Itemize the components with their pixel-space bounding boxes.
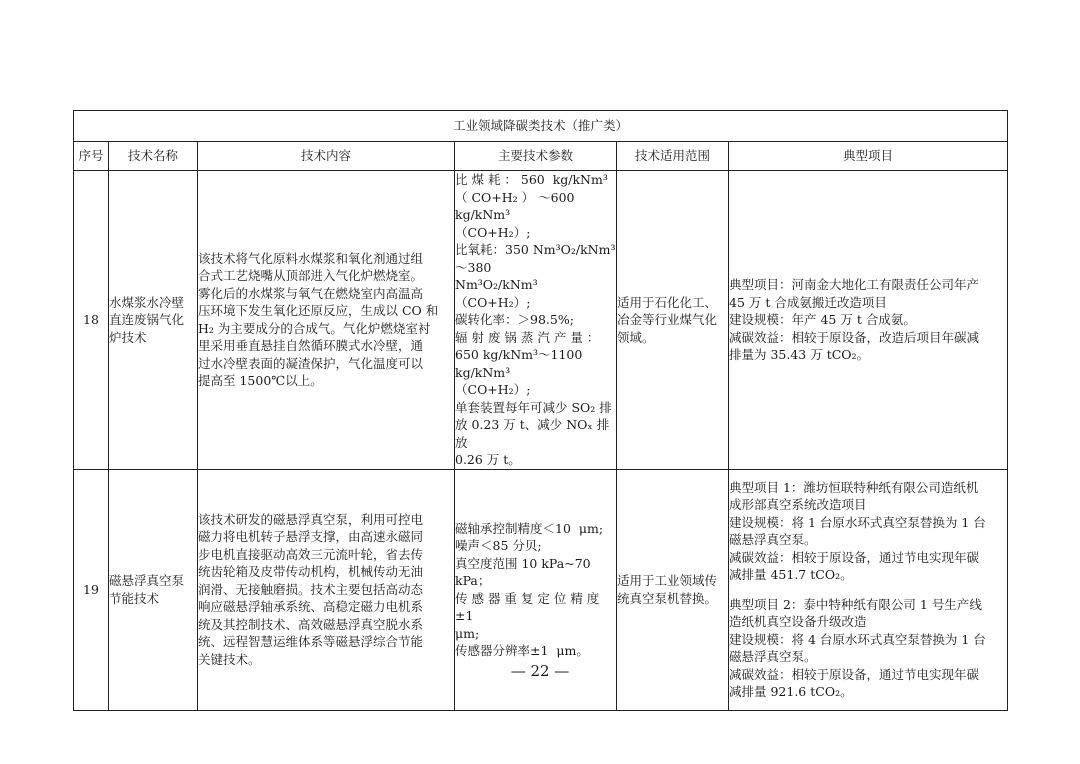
param-line: 碳转化率：＞98.5%;	[455, 312, 574, 327]
params-cell	[455, 171, 617, 470]
content-line: 合式工艺烧嘴从顶部进入气化炉燃烧室。	[198, 268, 424, 284]
project-line: 排量为 35.43 万 tCO₂。	[729, 347, 870, 362]
scope-line: 领域。	[617, 329, 655, 345]
project-line: 减碳效益：相较于原设备，通过节电实现年碳	[729, 549, 980, 565]
content-line: 响应磁悬浮轴承系统、高稳定磁力电机系	[198, 599, 424, 615]
param-line: 辐 射 废 锅 蒸 汽 产 量 ：	[455, 329, 600, 345]
param-line: 比 煤 耗 ： 560 kg/kNm³	[455, 172, 608, 187]
tech-name-line: 直连废锅气化	[109, 312, 185, 327]
project-line: 减排量 921.6 tCO₂。	[729, 684, 853, 699]
project-line: 45 万 t 合成氨搬迁改造项目	[729, 294, 887, 310]
project-line: 减排量 451.7 tCO₂。	[729, 567, 853, 582]
content-line: 统齿轮箱及皮带传动机构，机械传动无油	[198, 564, 424, 580]
tech-table	[73, 110, 1008, 711]
content-line: 步电机直接驱动高效三元流叶轮，省去传	[198, 546, 424, 562]
scope-line: 统真空泵机替换。	[617, 590, 718, 606]
content-line: 雾化后的水煤浆与氧气在燃烧室内高温高	[198, 285, 424, 301]
project-line: 典型项目 2：泰中特种纸有限公司 1 号生产线	[729, 596, 982, 612]
project-line: 减碳效益：相较于原设备，改造后项目年碳减	[729, 329, 980, 345]
param-line: 0.26 万 t。	[455, 452, 521, 467]
project-line: 建设规模：将 1 台原水环式真空泵替换为 1 台	[729, 514, 986, 530]
param-line: 放 0.23 万 t、减少 NOₓ 排放	[455, 417, 610, 450]
content-line: 统、远程智慧运维体系等磁悬浮综合节能	[198, 634, 424, 650]
tech-name-line: 磁悬浮真空泵	[109, 573, 185, 588]
page-number: — 22 —	[510, 662, 570, 680]
project-line: 减碳效益：相较于原设备，通过节电实现年碳	[729, 666, 980, 682]
scope-line: 冶金等行业煤气化	[617, 312, 718, 327]
content-line: 统及其控制技术、高效磁悬浮真空脱水系	[198, 616, 424, 632]
param-line: 噪声＜85 分贝;	[455, 538, 542, 553]
table-title: 工业领域降碳类技术（推广类）	[74, 111, 1008, 142]
project-line: 建设规模：年产 45 万 t 合成氨。	[729, 312, 916, 327]
param-line: 磁轴承控制精度＜10 μm;	[455, 520, 604, 536]
param-line: （CO+H₂）;	[455, 382, 531, 397]
header-main-params: 主要技术参数	[455, 142, 617, 171]
content-line: 该技术研发的磁悬浮真空泵，利用可控电	[198, 511, 424, 527]
header-scope: 技术适用范围	[617, 142, 729, 171]
param-line: 比氧耗：350 Nm³O₂/kNm³～380	[455, 242, 616, 275]
header-typical-projects: 典型项目	[729, 142, 1008, 171]
row-number: 18	[74, 171, 109, 470]
param-line: μm;	[455, 625, 480, 641]
content-line: 关键技术。	[198, 651, 261, 667]
project-line: 磁悬浮真空泵。	[729, 649, 817, 664]
param-line: 单套装置每年可减少 SO₂ 排	[455, 399, 612, 415]
tech-content-cell	[198, 171, 455, 470]
project-line: 磁悬浮真空泵。	[729, 532, 817, 547]
header-tech-content: 技术内容	[198, 142, 455, 171]
content-line: H₂ 为主要成分的合成气。气化炉燃烧室衬	[198, 320, 431, 336]
project-line: 成形部真空系统改造项目	[729, 497, 867, 512]
project-spacer	[729, 584, 1007, 596]
param-line: 650 kg/kNm³～1100 kg/kNm³	[455, 347, 587, 380]
projects-cell	[729, 171, 1008, 470]
param-line: （ CO+H₂ ） ～600 kg/kNm³	[455, 189, 583, 222]
tech-name-line: 节能技术	[109, 590, 160, 606]
content-line: 该技术将气化原料水煤浆和氧化剂通过组	[198, 250, 424, 266]
param-line: 传 感 器 重 复 定 位 精 度 ±1	[455, 590, 604, 623]
scope-line: 适用于工业领域传	[617, 573, 718, 588]
scope-line: 适用于石化化工、	[617, 294, 718, 310]
content-line: 压环境下发生氧化还原反应，生成以 CO 和	[198, 303, 439, 319]
project-line: 典型项目：河南金大地化工有限责任公司年产	[729, 277, 980, 292]
param-line: 真空度范围 10 kPa~70 kPa；	[455, 555, 595, 588]
content-line: 润滑、无接触磨损。技术主要包括高动态	[198, 581, 424, 597]
content-line: 提高至 1500℃以上。	[198, 373, 323, 389]
param-line: Nm³O₂/kNm³ （CO+H₂）;	[455, 277, 542, 310]
header-seq: 序号	[74, 142, 109, 171]
param-line: 传感器分辨率±1 μm。	[455, 643, 589, 658]
content-line: 过水冷壁表面的凝渣保护，气化温度可以	[198, 355, 424, 371]
param-line: （CO+H₂）;	[455, 224, 531, 240]
project-line: 造纸机真空设备升级改造	[729, 614, 867, 629]
row-number: 19	[74, 469, 109, 710]
content-line: 磁力将电机转子悬浮支撑，由高速永磁同	[198, 529, 424, 545]
scope-cell	[617, 171, 729, 470]
tech-name-line: 水煤浆水冷壁	[109, 294, 185, 310]
content-line: 里采用垂直悬挂自然循环膜式水冷壁，通	[198, 338, 424, 354]
tech-name-line: 炉技术	[109, 329, 147, 345]
project-line: 典型项目 1：潍坊恒联特种纸有限公司造纸机	[729, 479, 979, 495]
tech-name-cell	[109, 171, 198, 470]
project-line: 建设规模：将 4 台原水环式真空泵替换为 1 台	[729, 631, 986, 647]
table-row	[74, 171, 1008, 470]
header-tech-name: 技术名称	[109, 142, 198, 171]
